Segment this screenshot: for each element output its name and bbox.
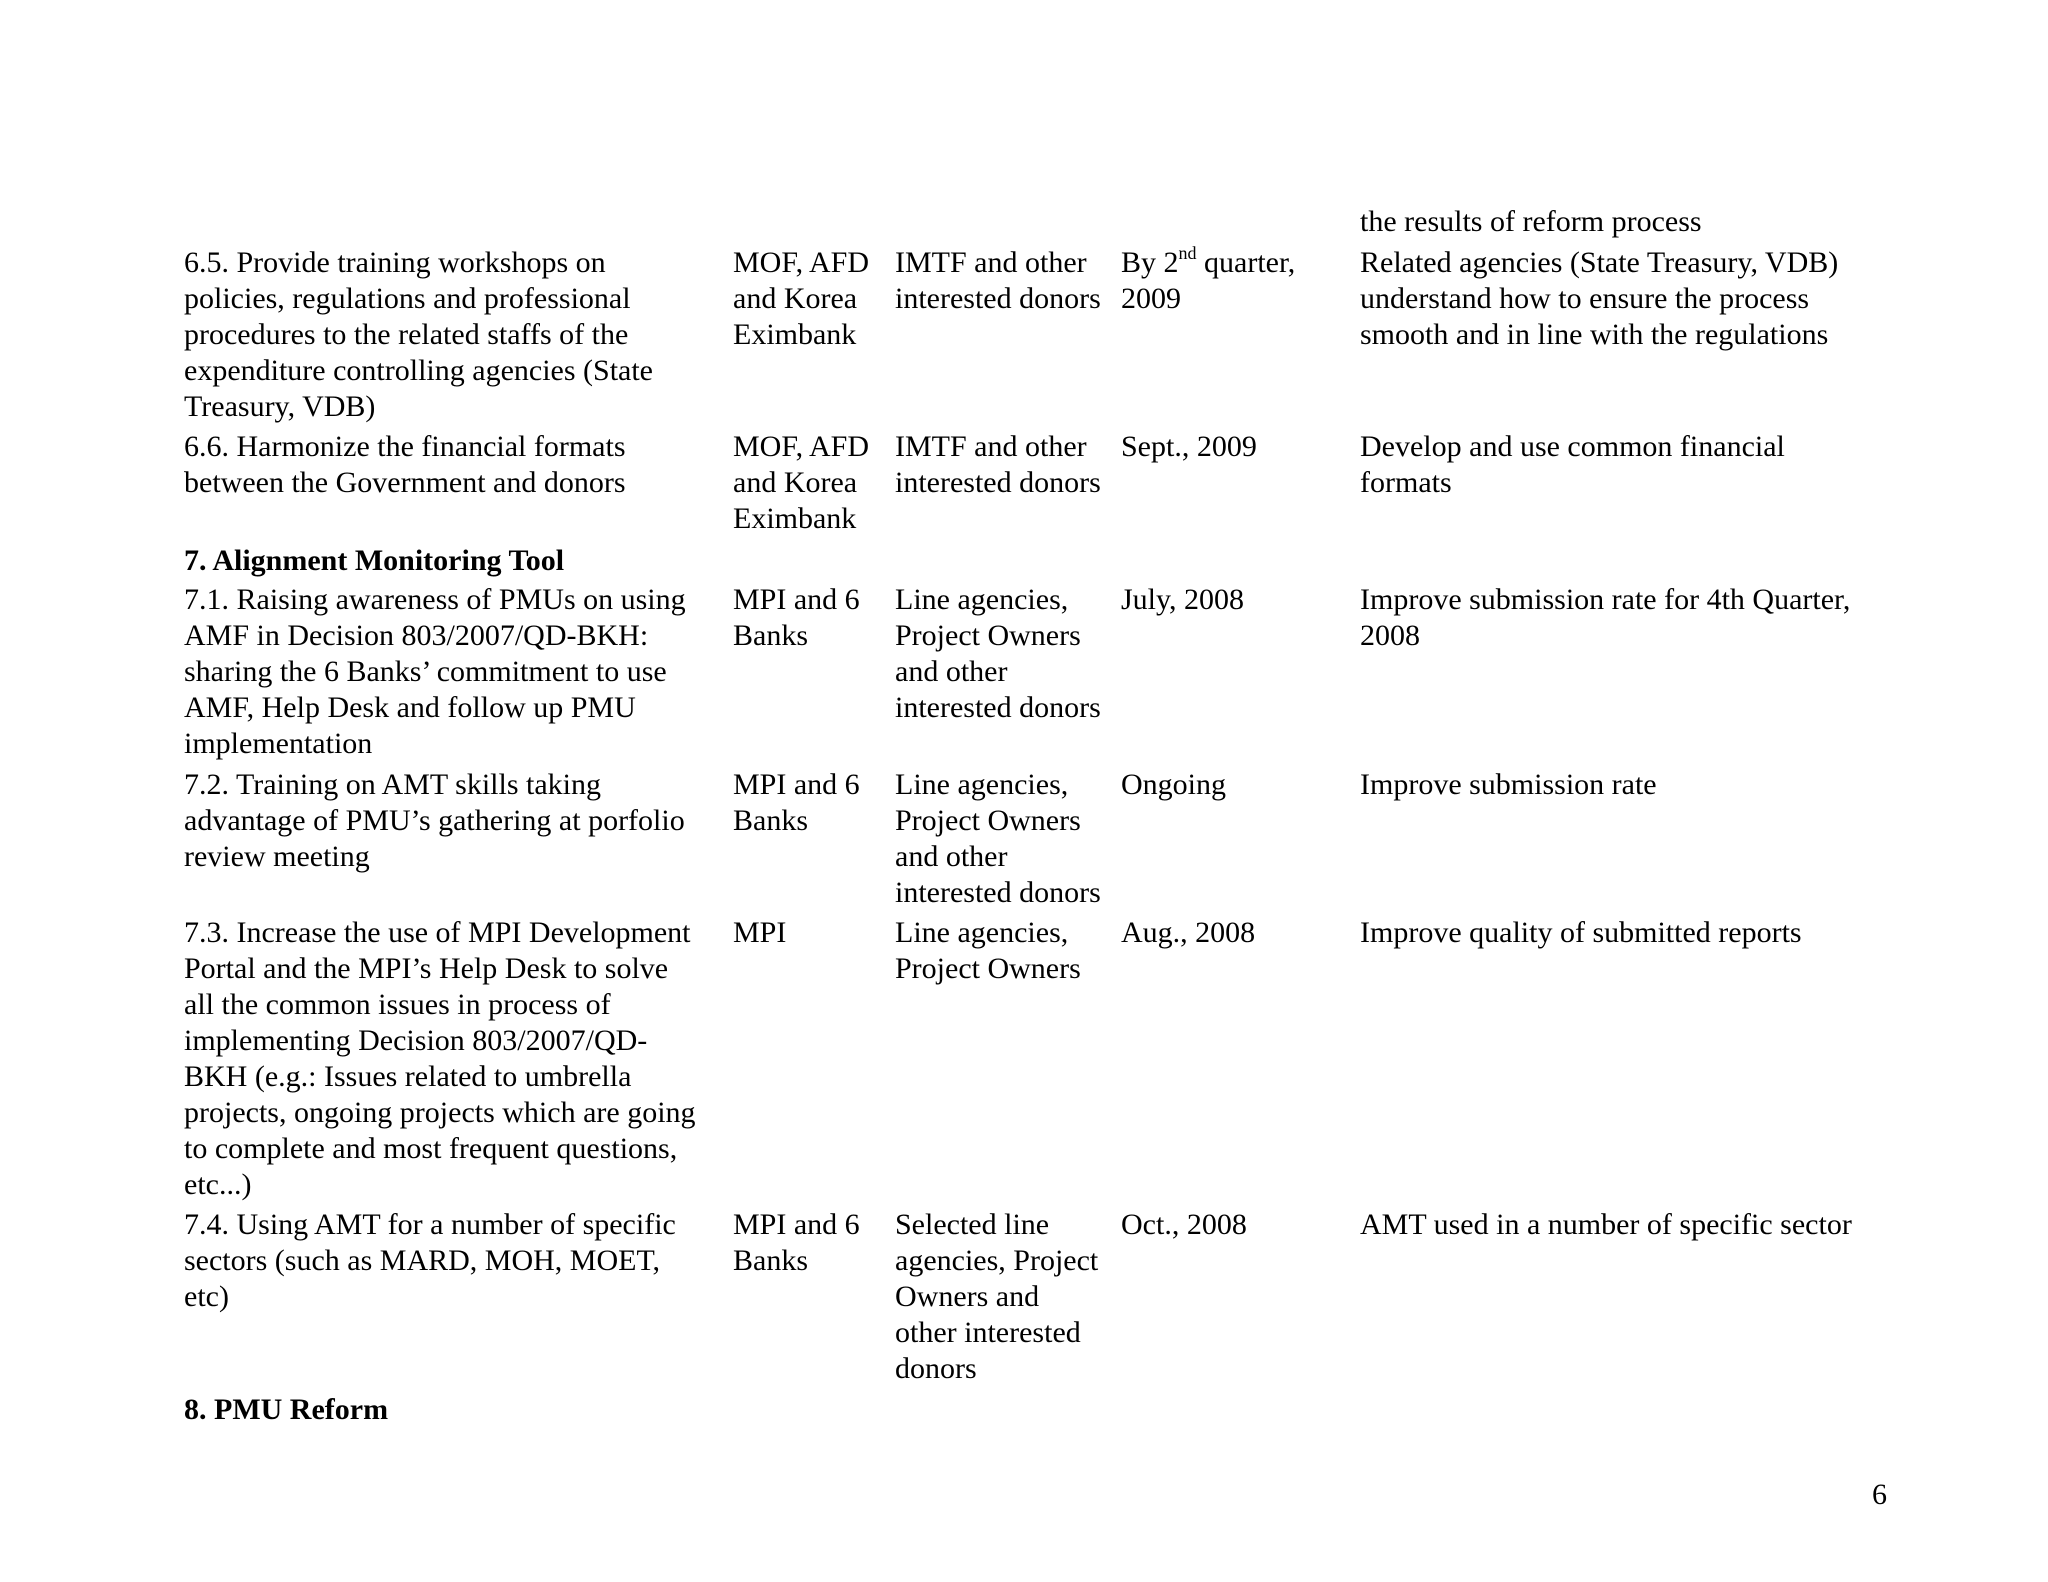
partners-line: IMTF and other	[895, 246, 1087, 279]
activity-line: Portal and the MPI’s Help Desk to solve	[184, 952, 669, 985]
partners-line: Project Owners	[895, 619, 1081, 652]
lead-line: and Korea	[733, 282, 858, 315]
partners-line: IMTF and other	[895, 430, 1087, 463]
activity-line: Treasury, VDB)	[184, 390, 376, 423]
partners-line: and other	[895, 655, 1008, 688]
activity-line: between the Government and donors	[184, 466, 626, 499]
outcome-line: Improve quality of submitted reports	[1360, 916, 1802, 949]
activity-line: 7.2. Training on AMT skills taking	[184, 768, 602, 801]
outcome-line: understand how to ensure the process	[1360, 282, 1810, 315]
lead-line: Eximbank	[733, 502, 857, 535]
section-heading: 8. PMU Reform	[184, 1393, 389, 1426]
partners-line: and other	[895, 840, 1008, 873]
timeline-line	[1121, 245, 1295, 284]
activity-line: implementing Decision 803/2007/QD-	[184, 1024, 648, 1057]
partners-line: interested donors	[895, 691, 1101, 724]
outcome-line: Related agencies (State Treasury, VDB)	[1360, 246, 1839, 279]
activity-line: sectors (such as MARD, MOH, MOET,	[184, 1244, 661, 1277]
timeline-superscript: nd	[1178, 243, 1197, 264]
activity-line: 7.4. Using AMT for a number of specific	[184, 1208, 676, 1241]
lead-line: Banks	[733, 1244, 808, 1277]
partners-line: donors	[895, 1352, 977, 1385]
activity-line: procedures to the related staffs of the	[184, 318, 629, 351]
activity-line: implementation	[184, 727, 373, 760]
carryover-text: the results of reform process	[1360, 205, 1702, 238]
lead-line: MPI and 6	[733, 1208, 860, 1241]
outcome-line: smooth and in line with the regulations	[1360, 318, 1829, 351]
partners-line: Project Owners	[895, 804, 1081, 837]
activity-line: 6.5. Provide training workshops on	[184, 246, 606, 279]
partners-line: Line agencies,	[895, 768, 1069, 801]
lead-line: Banks	[733, 619, 808, 652]
activity-line: projects, ongoing projects which are going	[184, 1096, 696, 1129]
timeline-line: Ongoing	[1121, 768, 1226, 801]
activity-line: 7.1. Raising awareness of PMUs on using	[184, 583, 686, 616]
timeline-line: 2009	[1121, 282, 1181, 315]
outcome-line: formats	[1360, 466, 1452, 499]
outcome-line: 2008	[1360, 619, 1420, 652]
partners-line: agencies, Project	[895, 1244, 1099, 1277]
partners-line: Owners and	[895, 1280, 1040, 1313]
outcome-line: AMT used in a number of specific sector	[1360, 1208, 1852, 1241]
lead-line: MPI and 6	[733, 583, 860, 616]
activity-line: AMF, Help Desk and follow up PMU	[184, 691, 636, 724]
lead-line: and Korea	[733, 466, 858, 499]
lead-line: Banks	[733, 804, 808, 837]
timeline-line: Aug., 2008	[1121, 916, 1256, 949]
lead-line: MOF, AFD	[733, 246, 869, 279]
activity-line: etc)	[184, 1280, 229, 1313]
timeline-text: By 2	[1121, 246, 1179, 279]
activity-line: policies, regulations and professional	[184, 282, 631, 315]
activity-line: etc...)	[184, 1168, 252, 1201]
outcome-line: Improve submission rate	[1360, 768, 1657, 801]
activity-line: 6.6. Harmonize the financial formats	[184, 430, 626, 463]
partners-line: Line agencies,	[895, 583, 1069, 616]
lead-line: MOF, AFD	[733, 430, 869, 463]
activity-line: AMF in Decision 803/2007/QD-BKH:	[184, 619, 649, 652]
activity-line: advantage of PMU’s gathering at porfolio	[184, 804, 685, 837]
activity-line: sharing the 6 Banks’ commitment to use	[184, 655, 667, 688]
partners-line: interested donors	[895, 282, 1101, 315]
partners-line: Line agencies,	[895, 916, 1069, 949]
activity-line: all the common issues in process of	[184, 988, 611, 1021]
timeline-line: July, 2008	[1121, 583, 1245, 616]
timeline-line: Oct., 2008	[1121, 1208, 1247, 1241]
partners-line: Selected line	[895, 1208, 1050, 1241]
partners-line: interested donors	[895, 876, 1101, 909]
partners-line: Project Owners	[895, 952, 1081, 985]
partners-line: other interested	[895, 1316, 1081, 1349]
timeline-line: Sept., 2009	[1121, 430, 1257, 463]
partners-line: interested donors	[895, 466, 1101, 499]
lead-line: MPI	[733, 916, 787, 949]
section-heading: 7. Alignment Monitoring Tool	[184, 544, 565, 577]
lead-line: MPI and 6	[733, 768, 860, 801]
activity-line: expenditure controlling agencies (State	[184, 354, 653, 387]
outcome-line: Improve submission rate for 4th Quarter,	[1360, 583, 1851, 616]
activity-line: 7.3. Increase the use of MPI Development	[184, 916, 691, 949]
timeline-tail: quarter,	[1196, 246, 1296, 279]
outcome-line: Develop and use common financial	[1360, 430, 1785, 463]
lead-line: Eximbank	[733, 318, 857, 351]
activity-line: BKH (e.g.: Issues related to umbrella	[184, 1060, 632, 1093]
activity-line: review meeting	[184, 840, 370, 873]
activity-line: to complete and most frequent questions,	[184, 1132, 678, 1165]
page-number: 6	[1872, 1478, 1887, 1511]
